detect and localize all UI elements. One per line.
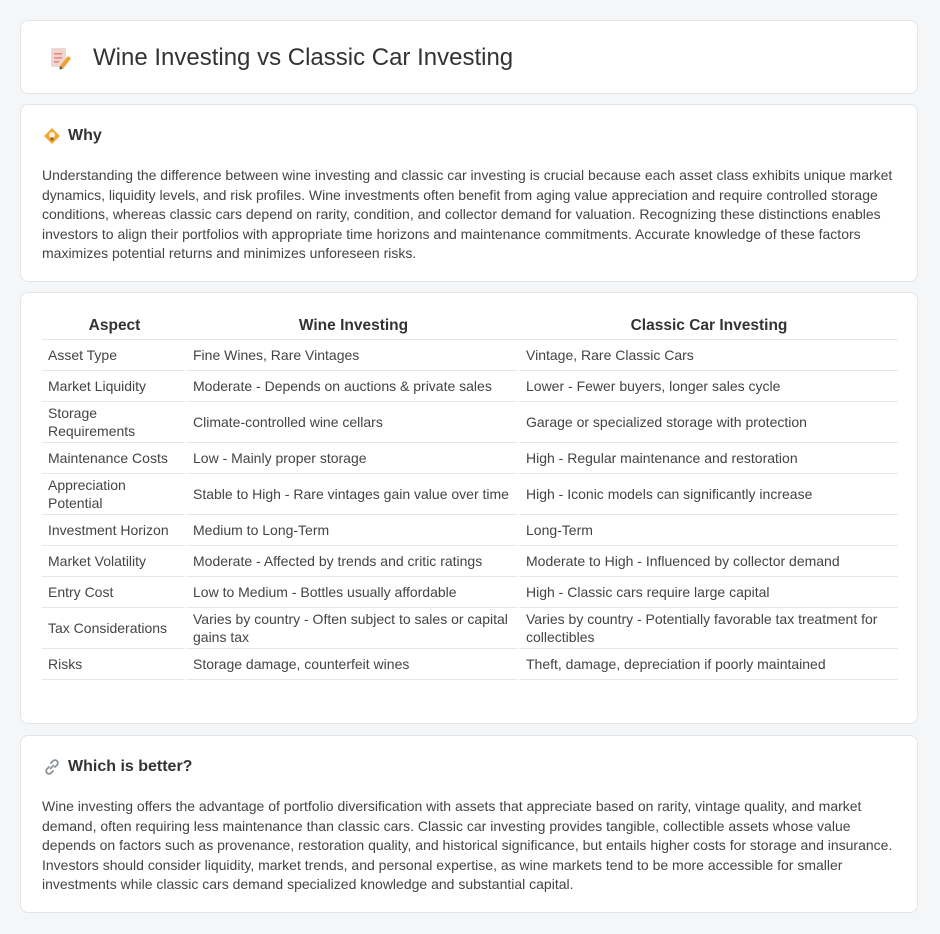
cell-car: Theft, damage, depreciation if poorly maintained — [520, 649, 898, 680]
better-title: Which is better? — [68, 758, 193, 775]
why-text: Understanding the difference between wine investing and classic car investing is crucial because each asset class exhibits unique market dynamics, liquidity levels, and risk profiles. Wine investments often benefit from aging value appreciation and require controlled storage conditions, whereas classic cars depend on rarity, condition, and collector demand for valuation. Recognizing these distinctions enables investors to align their portfolios with appropriate time horizons and maintenance commitments. Accurate knowledge of these factors maximizes potential returns and minimizes unforeseen risks. — [42, 167, 893, 261]
why-heading — [43, 127, 102, 145]
header-aspect: Aspect — [42, 315, 187, 340]
cell-wine: Moderate - Depends on auctions & private sales — [187, 371, 520, 402]
cell-car: Moderate to High - Influenced by collector demand — [520, 546, 898, 577]
why-title: Why — [68, 127, 102, 144]
cell-aspect: Appreciation Potential — [42, 474, 187, 515]
cell-aspect: Market Liquidity — [42, 371, 187, 402]
table-header-row — [42, 315, 898, 340]
table-row — [42, 515, 898, 546]
cell-wine: Storage damage, counterfeit wines — [187, 649, 520, 680]
cell-wine: Climate-controlled wine cellars — [187, 402, 520, 443]
title-row — [47, 44, 513, 72]
table-row — [42, 577, 898, 608]
cell-wine: Stable to High - Rare vintages gain value over time — [187, 474, 520, 515]
cell-aspect: Storage Requirements — [42, 402, 187, 443]
cell-aspect: Investment Horizon — [42, 515, 187, 546]
cell-car: Long-Term — [520, 515, 898, 546]
cell-wine: Low to Medium - Bottles usually affordable — [187, 577, 520, 608]
cell-wine: Fine Wines, Rare Vintages — [187, 340, 520, 371]
table-row — [42, 340, 898, 371]
document-edit-icon — [47, 45, 73, 71]
cell-aspect: Entry Cost — [42, 577, 187, 608]
cell-car: Vintage, Rare Classic Cars — [520, 340, 898, 371]
cell-aspect: Risks — [42, 649, 187, 680]
cell-aspect: Tax Considerations — [42, 608, 187, 649]
table-row — [42, 474, 898, 515]
link-icon — [43, 758, 61, 776]
header-wine: Wine Investing — [187, 315, 520, 340]
table-row — [42, 608, 898, 649]
why-section — [20, 104, 918, 282]
cell-wine: Low - Mainly proper storage — [187, 443, 520, 474]
which-better-section — [20, 735, 918, 913]
cell-wine: Varies by country - Often subject to sales or capital gains tax — [187, 608, 520, 649]
bulb-diamond-icon — [43, 127, 61, 145]
comparison-card — [20, 292, 918, 724]
header-car: Classic Car Investing — [520, 315, 898, 340]
cell-aspect: Maintenance Costs — [42, 443, 187, 474]
cell-wine: Medium to Long-Term — [187, 515, 520, 546]
table-row — [42, 371, 898, 402]
better-heading — [43, 758, 192, 776]
better-text: Wine investing offers the advantage of portfolio diversification with assets that appreciate based on rarity, vintage quality, and market demand, often requiring less maintenance than classic cars. Classic car investing provides tangible, collectible assets whose value depends on factors such as provenance, restoration quality, and historical significance, but entails higher costs for storage and insurance. Investors should consider liquidity, market trends, and personal expertise, as wine markets tend to be more accessible for smaller investments while classic cars demand specialized knowledge and substantial capital. — [42, 798, 893, 892]
table-row — [42, 443, 898, 474]
cell-car: Lower - Fewer buyers, longer sales cycle — [520, 371, 898, 402]
comparison-table — [42, 315, 898, 680]
table-row — [42, 402, 898, 443]
title-card — [20, 20, 918, 94]
cell-car: High - Classic cars require large capital — [520, 577, 898, 608]
cell-car: High - Iconic models can significantly increase — [520, 474, 898, 515]
cell-aspect: Market Volatility — [42, 546, 187, 577]
page-title: Wine Investing vs Classic Car Investing — [93, 44, 514, 71]
cell-car: High - Regular maintenance and restoration — [520, 443, 898, 474]
cell-wine: Moderate - Affected by trends and critic ratings — [187, 546, 520, 577]
cell-car: Varies by country - Potentially favorable tax treatment for collectibles — [520, 608, 898, 649]
table-row — [42, 546, 898, 577]
cell-aspect: Asset Type — [42, 340, 187, 371]
table-row — [42, 649, 898, 680]
cell-car: Garage or specialized storage with protection — [520, 402, 898, 443]
